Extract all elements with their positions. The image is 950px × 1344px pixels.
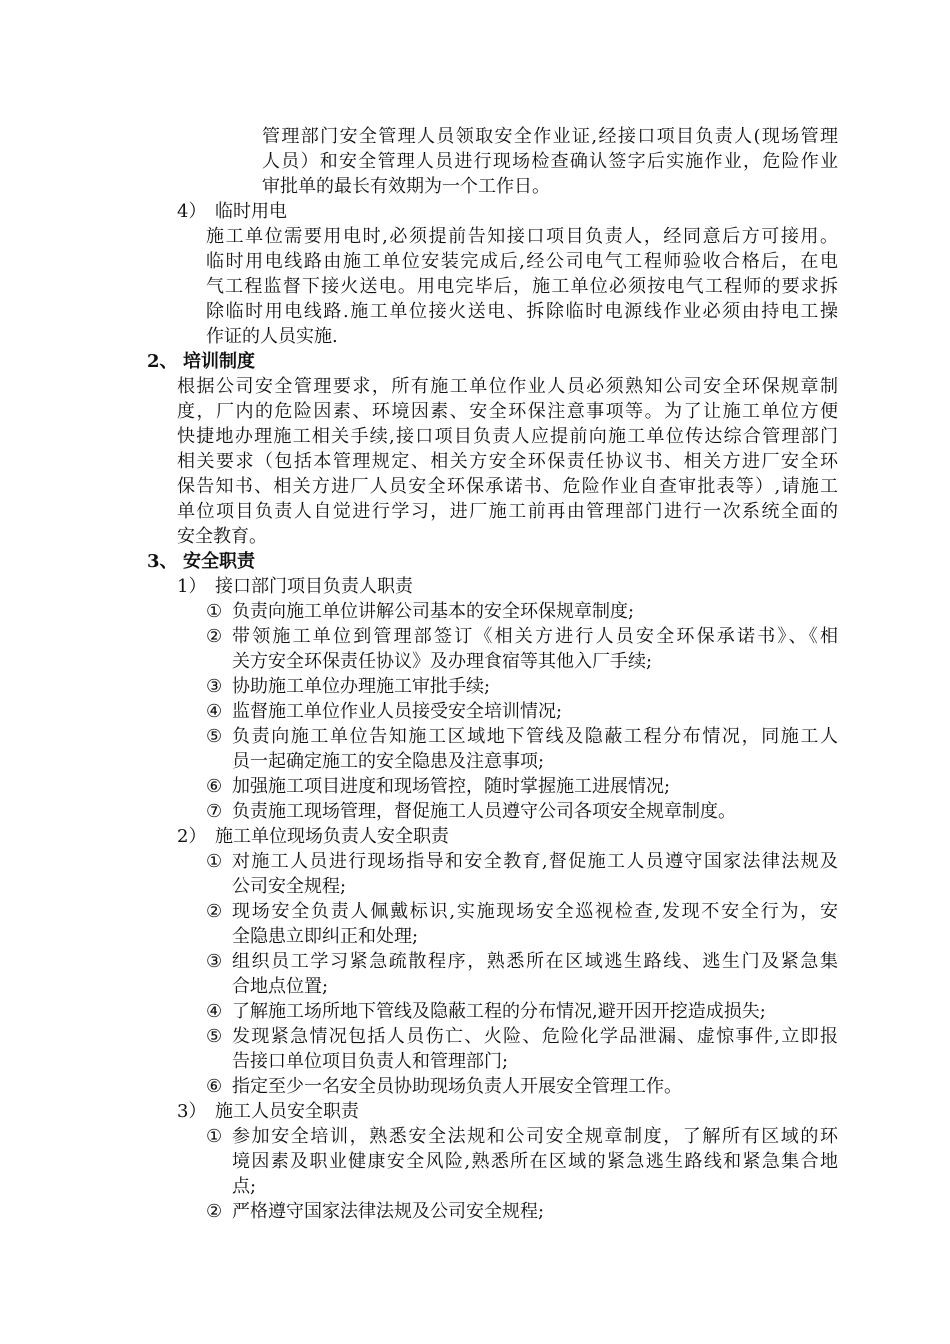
body-line: 作证的人员实施.: [206, 326, 338, 347]
body-line: 合地点位置;: [232, 976, 329, 997]
body-line: 告接口单位项目负责人和管理部门;: [232, 1051, 509, 1072]
body-line: 人员）和安全管理人员进行现场检查确认签字后实施作业，危险作业: [262, 151, 838, 172]
body-line: 员一起确定施工的安全隐患及注意事项;: [232, 751, 545, 772]
list-item: ⑥ 加强施工项目进度和现场管控，随时掌握施工进展情况;: [206, 776, 671, 797]
body-line: 关方安全环保责任协议》及办理食宿等其他入厂手续;: [232, 651, 653, 672]
list-item: ③ 组织员工学习紧急疏散程序，熟悉所在区域逃生路线、逃生门及紧急集: [206, 951, 838, 972]
item-title: 接口部门项目负责人职责: [215, 576, 413, 597]
list-marker: ④: [206, 701, 223, 722]
item-number: 1）: [177, 576, 207, 597]
section-number: 3、: [147, 551, 178, 572]
list-marker: ⑥: [206, 1076, 223, 1097]
list-marker: ①: [206, 601, 223, 622]
body-line: 管理部门安全管理人员领取安全作业证,经接口项目负责人(现场管理: [262, 126, 838, 147]
item-number: 4）: [177, 201, 207, 222]
list-marker: ③: [206, 951, 223, 972]
list-marker: ①: [206, 851, 223, 872]
item-title: 施工单位现场负责人安全职责: [215, 826, 449, 847]
body-line: 根据公司安全管理要求，所有施工单位作业人员必须熟知公司安全环保规章制: [177, 376, 838, 397]
section-heading: [147, 350, 255, 374]
list-item: ⑤ 负责向施工单位告知施工区域地下管线及隐蔽工程分布情况，同施工人: [206, 726, 838, 747]
list-item: ① 负责向施工单位讲解公司基本的安全环保规章制度;: [206, 601, 635, 622]
body-line: 度，厂内的危险因素、环境因素、安全环保注意事项等。为了让施工单位方便: [177, 401, 838, 422]
section-heading: [147, 550, 255, 574]
list-item: ① 对施工人员进行现场指导和安全教育,督促施工人员遵守国家法律法规及: [206, 851, 838, 872]
body-line: 单位项目负责人自觉进行学习，进厂施工前再由管理部门进行一次系统全面的: [177, 501, 838, 522]
body-line: 相关要求（包括本管理规定、相关方安全环保责任协议书、相关方进厂安全环: [177, 451, 838, 472]
list-marker: ⑤: [206, 1026, 223, 1047]
list-item: ④ 监督施工单位作业人员接受安全培训情况;: [206, 701, 563, 722]
item-heading: [177, 575, 413, 599]
body-line: 除临时用电线路.施工单位接火送电、拆除临时电源线作业必须由持电工操: [206, 301, 838, 322]
item-number: 3）: [177, 1101, 207, 1122]
item-title: 临时用电: [215, 201, 287, 222]
list-marker: ④: [206, 1001, 223, 1022]
section-title: 培训制度: [183, 351, 255, 372]
list-item: ④ 了解施工场所地下管线及隐蔽工程的分布情况,避开因开挖造成损失;: [206, 1001, 766, 1022]
body-line: 施工单位需要用电时,必须提前告知接口项目负责人，经同意后方可接用。: [206, 226, 838, 247]
list-marker: ②: [206, 626, 223, 647]
body-line: 气工程监督下接火送电。用电完毕后，施工单位必须按电气工程师的要求拆: [206, 276, 838, 297]
body-line: 快捷地办理施工相关手续,接口项目负责人应提前向施工单位传达综合管理部门: [177, 426, 838, 447]
list-item: ① 参加安全培训，熟悉安全法规和公司安全规章制度，了解所有区域的环: [206, 1126, 838, 1147]
item-heading: [177, 1100, 359, 1124]
list-marker: ①: [206, 1126, 223, 1147]
list-marker: ③: [206, 676, 223, 697]
list-item: ② 现场安全负责人佩戴标识,实施现场安全巡视检查,发现不安全行为，安: [206, 901, 838, 922]
item-heading: [177, 200, 287, 224]
body-line: 全隐患立即纠正和处理;: [232, 926, 419, 947]
list-marker: ⑤: [206, 726, 223, 747]
list-marker: ②: [206, 901, 223, 922]
item-number: 2）: [177, 826, 207, 847]
list-item: ⑦ 负责施工现场管理，督促施工人员遵守公司各项安全规章制度。: [206, 801, 736, 822]
list-item: ③ 协助施工单位办理施工审批手续;: [206, 676, 491, 697]
list-marker: ②: [206, 1201, 223, 1222]
item-heading: [177, 825, 449, 849]
body-line: 临时用电线路由施工单位安装完成后,经公司电气工程师验收合格后，在电: [206, 251, 838, 272]
list-item: ⑤ 发现紧急情况包括人员伤亡、火险、危险化学品泄漏、虚惊事件,立即报: [206, 1026, 838, 1047]
body-line: 境因素及职业健康安全风险,熟悉所在区域的紧急逃生路线和紧急集合地: [232, 1151, 838, 1172]
list-item: ⑥ 指定至少一名安全员协助现场负责人开展安全管理工作。: [206, 1076, 682, 1097]
list-marker: ⑦: [206, 801, 223, 822]
list-marker: ⑥: [206, 776, 223, 797]
item-title: 施工人员安全职责: [215, 1101, 359, 1122]
list-item: ② 严格遵守国家法律法规及公司安全规程;: [206, 1201, 545, 1222]
list-item: ② 带领施工单位到管理部签订《相关方进行人员安全环保承诺书》、《相: [206, 626, 838, 647]
body-line: 审批单的最长有效期为一个工作日。: [262, 176, 550, 197]
section-title: 安全职责: [183, 551, 255, 572]
body-line: 安全教育。: [177, 526, 267, 547]
body-line: 点;: [232, 1176, 257, 1197]
section-number: 2、: [147, 351, 178, 372]
body-line: 公司安全规程;: [232, 876, 347, 897]
body-line: 保告知书、相关方进厂人员安全环保承诺书、危险作业自查审批表等）,请施工: [177, 476, 838, 497]
